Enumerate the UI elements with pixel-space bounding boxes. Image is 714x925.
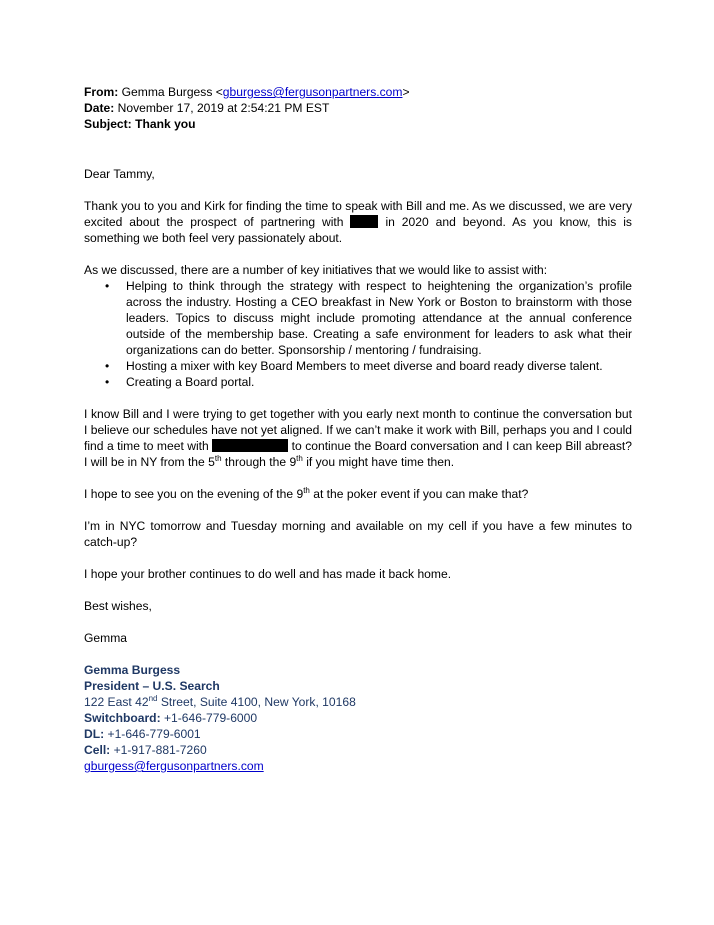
paragraph-5: I’m in NYC tomorrow and Tuesday morning and available on my cell if you have a few minutes to catch-up? <box>84 519 632 549</box>
paragraph-3 <box>84 406 632 470</box>
paragraph-2: As we discussed, there are a number of key initiatives that we would like to assist with: <box>84 263 548 277</box>
subject-value: Thank you <box>135 117 196 131</box>
from-email-link[interactable]: gburgess@fergusonpartners.com <box>222 85 403 99</box>
ordinal-suffix: nd <box>148 694 158 703</box>
paragraph-1 <box>84 198 632 246</box>
list-item <box>84 358 632 374</box>
bullet-icon: • <box>105 359 110 373</box>
switchboard-number: +1-646-779-6000 <box>160 711 258 725</box>
paragraph-4-part-b: at the poker event if you can make that? <box>309 487 529 501</box>
list-item <box>84 374 632 390</box>
ordinal-suffix: th <box>303 486 310 495</box>
signature-email-line <box>84 758 632 774</box>
list-item-text: Creating a Board portal. <box>126 375 255 389</box>
paragraph-4-part-a: I hope to see you on the evening of the 9 <box>84 487 304 501</box>
ordinal-suffix: th <box>296 454 303 463</box>
sign-first-name: Gemma <box>84 631 128 645</box>
from-label: From: <box>84 85 119 99</box>
initiatives-list <box>84 278 632 390</box>
cell-label: Cell: <box>84 743 111 757</box>
redaction-box <box>350 215 378 228</box>
switchboard-label: Switchboard: <box>84 711 161 725</box>
from-close: > <box>402 85 410 99</box>
list-item-text: Helping to think through the strategy with respect to heightening the organization’s profile across the industry. Hosting a CEO breakfast in New York or Boston to brainstorm with those leaders. Topics to discuss might include promoting attendance at the annual conference outside of the membership base. Creating a safe environment for leaders to ask what their organizations can do better. Sponsorship / mentoring / fundraising. <box>126 279 632 357</box>
date-label: Date: <box>84 101 115 115</box>
signature-block <box>84 662 632 774</box>
greeting: Dear Tammy, <box>84 167 155 181</box>
from-name: Gemma Burgess < <box>121 85 223 99</box>
cell-line <box>84 742 632 758</box>
list-item <box>84 278 632 358</box>
ordinal-suffix: th <box>214 454 222 463</box>
paragraph-4 <box>84 486 632 502</box>
paragraph-1-part-a: Thank you to you and Kirk for finding the time to speak with Bill and me. As we discussed, we are very excited about the prospect of partnering with <box>84 199 632 229</box>
date-line <box>84 100 632 116</box>
subject-label: Subject: <box>84 117 132 131</box>
signature-email-link[interactable]: gburgess@fergusonpartners.com <box>84 759 264 773</box>
closing: Best wishes, <box>84 599 152 613</box>
signature-address <box>84 694 632 710</box>
signature-title: President – U.S. Search <box>84 679 220 693</box>
paragraph-6: I hope your brother continues to do well and has made it back home. <box>84 567 452 581</box>
switchboard-line <box>84 710 632 726</box>
signature-name: Gemma Burgess <box>84 663 181 677</box>
bullet-icon: • <box>105 279 110 293</box>
email-document <box>84 84 632 774</box>
paragraph-1-part-b: in 2020 and beyond. As you know, this is something we both feel very passionately about. <box>84 215 632 245</box>
subject-line <box>84 116 632 132</box>
bullet-icon: • <box>105 375 110 389</box>
paragraph-3-part-c: through the 9 <box>221 455 297 469</box>
address-part-a: 122 East 42 <box>84 695 149 709</box>
redaction-box <box>212 439 288 452</box>
paragraph-3-part-d: if you might have time then. <box>302 455 455 469</box>
dl-line <box>84 726 632 742</box>
dl-number: +1-646-779-6001 <box>104 727 201 741</box>
paragraph-3-part-a: I know Bill and I were trying to get together with you early next month to continue the conversation but I believe our schedules have not yet aligned. If we can’t make it work with Bill, perhaps you and I could find a time to meet with <box>84 407 632 453</box>
from-line <box>84 84 632 100</box>
paragraph-3-part-b: to continue the Board conversation and I can keep Bill abreast? I will be in NY from the 5 <box>84 439 632 469</box>
address-part-b: Street, Suite 4100, New York, 10168 <box>157 695 356 709</box>
date-value: November 17, 2019 at 2:54:21 PM EST <box>117 101 330 115</box>
cell-number: +1-917-881-7260 <box>110 743 207 757</box>
list-item-text: Hosting a mixer with key Board Members to meet diverse and board ready diverse talent. <box>126 359 603 373</box>
dl-label: DL: <box>84 727 105 741</box>
